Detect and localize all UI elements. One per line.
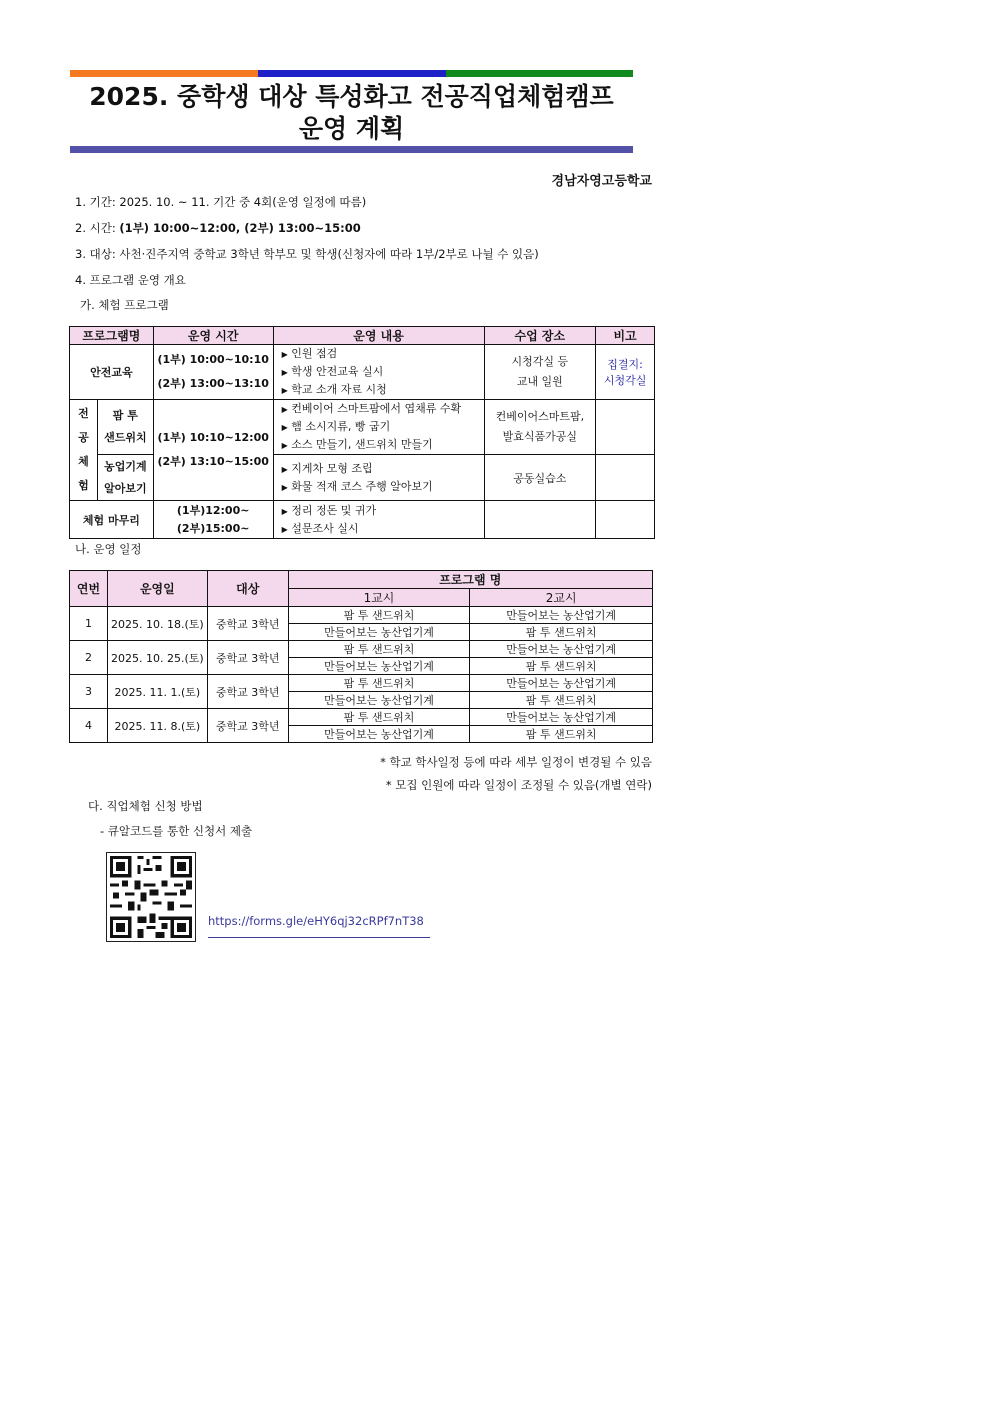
th-program: 프로그램 명: [288, 571, 652, 589]
schedule-period2-b: 팜 투 샌드위치: [470, 658, 653, 675]
item-overview: 4. 프로그램 운영 개요: [75, 273, 186, 287]
th-period-2: 2교시: [470, 589, 653, 607]
ham-content: ▶ 컨베이어 스마트팜에서 엽채류 수확 ▶ 햄 소시지류, 빵 굽기 ▶ 소스 만들기, 샌드위치 만들기: [273, 400, 484, 455]
item-time-value: (1부) 10:00~12:00, (2부) 13:00~15:00: [119, 221, 361, 235]
ham-name-2: 샌드위치: [104, 431, 147, 444]
schedule-period2-a: 만들어보는 농산업기계: [470, 641, 653, 658]
schedule-date: 2025. 10. 25.(토): [107, 641, 207, 675]
th-period-1: 1교시: [288, 589, 470, 607]
safety-name: 안전교육: [70, 345, 154, 400]
schedule-date: 2025. 11. 1.(토): [107, 675, 207, 709]
top-bar-blue: [258, 70, 446, 77]
schedule-period2-b: 팜 투 샌드위치: [470, 692, 653, 709]
major-time-2: (2부) 13:10~15:00: [157, 455, 269, 468]
schedule-period2-b: 팜 투 샌드위치: [470, 624, 653, 641]
schedule-row: [70, 641, 653, 658]
section-c-title: 다. 직업체험 신청 방법: [88, 799, 203, 813]
major-char-2: 공: [78, 431, 89, 444]
schedule-period1-a: 팜 투 샌드위치: [288, 641, 470, 658]
schedule-row: [70, 709, 653, 726]
closing-content: ▶ 정리 정돈 및 귀가 ▶ 설문조사 실시: [273, 501, 484, 539]
farm-name-1: 농업기계: [104, 459, 147, 473]
ham-place: [484, 400, 596, 455]
safety-time: [153, 345, 273, 400]
schedule-target: 중학교 3학년: [207, 607, 288, 641]
th-place: 수업 장소: [484, 327, 596, 345]
schedule-row: [70, 675, 653, 692]
farm-note: [596, 455, 655, 501]
schedule-no: 3: [70, 675, 108, 709]
schedule-body: [70, 607, 653, 743]
ham-content-1: 컨베이어 스마트팜에서 엽채류 수확: [291, 402, 462, 415]
closing-time-1: (1부)12:00~: [176, 503, 250, 517]
safety-place: [484, 345, 596, 400]
schedule-table: [69, 570, 653, 743]
page-title: 2025. 중학생 대상 특성화고 전공직업체험캠프: [89, 82, 614, 111]
major-char-4: 험: [78, 479, 89, 492]
th-date: 운영일: [107, 571, 207, 607]
safety-note-1: 집결지:: [607, 358, 643, 371]
top-bar-green: [446, 70, 633, 77]
schedule-period1-a: 팜 투 샌드위치: [288, 607, 470, 624]
title-underline-bar: [70, 146, 633, 153]
farm-content-2: 화물 적재 코스 주행 알아보기: [291, 479, 433, 493]
schedule-period2-a: 만들어보는 농산업기계: [470, 709, 653, 726]
safety-content-2: 학생 안전교육 실시: [291, 365, 384, 378]
major-char-1: 전: [78, 407, 89, 420]
closing-place: [484, 501, 596, 539]
schedule-period2-b: 팜 투 샌드위치: [470, 726, 653, 743]
item-time: [75, 220, 361, 236]
ham-content-2: 햄 소시지류, 빵 굽기: [291, 420, 391, 433]
schedule-target: 중학교 3학년: [207, 675, 288, 709]
page-subtitle: 운영 계획: [298, 114, 405, 143]
th-no: 연번: [70, 571, 108, 607]
major-char-3: 체: [78, 455, 89, 468]
qr-code-icon[interactable]: [106, 852, 196, 942]
closing-content-2: 설문조사 실시: [291, 521, 359, 535]
schedule-no: 1: [70, 607, 108, 641]
ham-place-2: 발효식품가공실: [502, 430, 578, 443]
schedule-period1-b: 만들어보는 농산업기계: [288, 624, 470, 641]
safety-place-1: 시청각실 등: [511, 355, 569, 368]
schedule-period1-a: 팜 투 샌드위치: [288, 675, 470, 692]
safety-content: ▶ 인원 점검 ▶ 학생 안전교육 실시 ▶ 학교 소개 자료 시청: [273, 345, 484, 400]
schedule-target: 중학교 3학년: [207, 641, 288, 675]
closing-time-2: (2부)15:00~: [176, 521, 250, 535]
ham-content-3: 소스 만들기, 샌드위치 만들기: [291, 438, 433, 451]
ham-place-1: 컨베이어스마트팜,: [495, 410, 585, 423]
schedule-period1-b: 만들어보는 농산업기계: [288, 658, 470, 675]
schedule-period1-b: 만들어보는 농산업기계: [288, 692, 470, 709]
schedule-no: 2: [70, 641, 108, 675]
th-program-name: 프로그램명: [70, 327, 154, 345]
farm-content-1: 지게차 모형 조립: [291, 461, 373, 475]
farm-name: [97, 455, 153, 501]
schedule-period2-a: 만들어보는 농산업기계: [470, 607, 653, 624]
farm-name-2: 알아보기: [104, 481, 147, 495]
safety-time-1: (1부) 10:00~10:10: [157, 353, 269, 366]
th-target: 대상: [207, 571, 288, 607]
safety-time-2: (2부) 13:00~13:10: [157, 377, 269, 390]
safety-note-2: 시청각실: [603, 374, 647, 387]
item-period: 1. 기간: 2025. 10. ~ 11. 기간 중 4회(운영 일정에 따름): [75, 195, 367, 209]
closing-note: [596, 501, 655, 539]
schedule-date: 2025. 11. 8.(토): [107, 709, 207, 743]
closing-content-1: 정리 정돈 및 귀가: [291, 503, 377, 517]
schedule-no: 4: [70, 709, 108, 743]
farm-content: ▶ 지게차 모형 조립 ▶ 화물 적재 코스 주행 알아보기: [273, 455, 484, 501]
schedule-period1-b: 만들어보는 농산업기계: [288, 726, 470, 743]
closing-time: [153, 501, 273, 539]
safety-place-2: 교내 일원: [516, 375, 563, 388]
schedule-target: 중학교 3학년: [207, 709, 288, 743]
th-time: 운영 시간: [153, 327, 273, 345]
program-table: [69, 326, 655, 539]
safety-note: [596, 345, 655, 400]
schedule-period2-a: 만들어보는 농산업기계: [470, 675, 653, 692]
section-a-title: 가. 체험 프로그램: [80, 298, 169, 312]
schedule-date: 2025. 10. 18.(토): [107, 607, 207, 641]
school-name: 경남자영고등학교: [551, 174, 652, 189]
note-1: * 학교 학사일정 등에 따라 세부 일정이 변경될 수 있음: [380, 755, 652, 769]
major-experience-label: [70, 400, 98, 501]
apply-method: - 큐알코드를 통한 신청서 제출: [100, 824, 253, 838]
farm-place: 공동실습소: [484, 455, 596, 501]
top-bar-orange: [70, 70, 258, 77]
major-time-1: (1부) 10:10~12:00: [157, 431, 269, 444]
item-target: 3. 대상: 사천·진주지역 중학교 3학년 학부모 및 학생(신청자에 따라 1부/2부로 나뉠 수 있음): [75, 247, 539, 261]
item-time-label: 2. 시간:: [75, 221, 120, 235]
ham-name: [97, 400, 153, 455]
apply-link[interactable]: https://forms.gle/eHY6qj32cRPf7nT38: [208, 914, 430, 938]
th-note: 비고: [596, 327, 655, 345]
note-2: * 모집 인원에 따라 일정이 조정될 수 있음(개별 연락): [385, 778, 652, 792]
ham-name-1: 팜 투: [112, 409, 138, 422]
schedule-row: [70, 607, 653, 624]
schedule-period1-a: 팜 투 샌드위치: [288, 709, 470, 726]
safety-content-1: 인원 점검: [291, 347, 338, 360]
major-time: [153, 400, 273, 501]
th-content: 운영 내용: [273, 327, 484, 345]
ham-note: [596, 400, 655, 455]
section-b-title: 나. 운영 일정: [75, 542, 142, 556]
closing-name: 체험 마무리: [70, 501, 154, 539]
safety-content-3: 학교 소개 자료 시청: [291, 383, 387, 396]
